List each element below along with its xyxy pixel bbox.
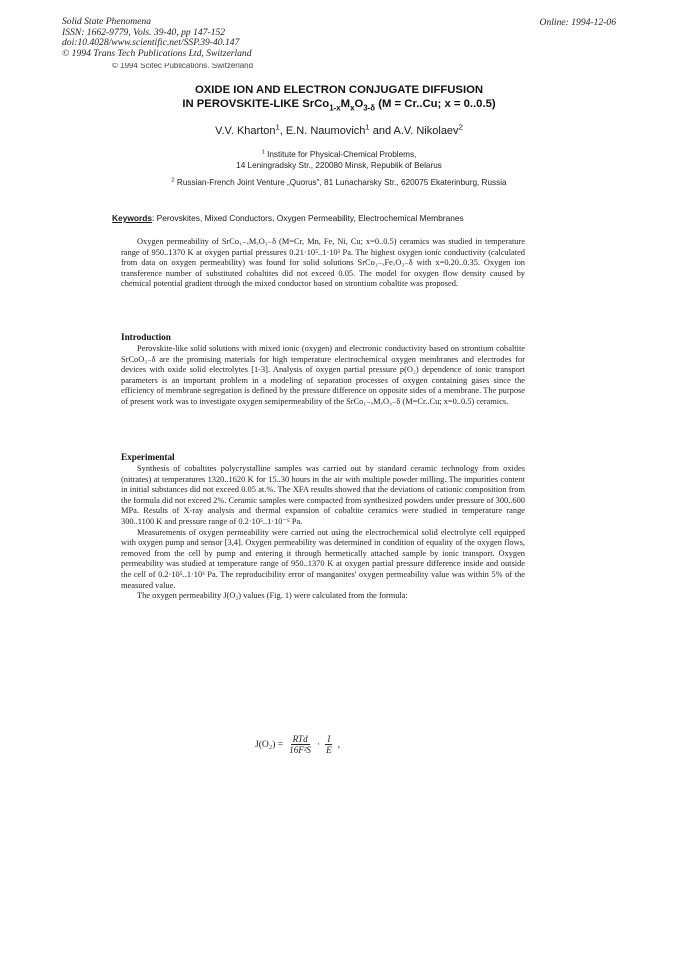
clipped-original-header: © 1994 Scitec Publications, Switzerland: [112, 63, 254, 68]
affiliation-1-address: 14 Leningradsky Str., 220080 Minsk, Republik of Belarus: [236, 161, 442, 170]
author: V.V. Kharton: [215, 125, 276, 137]
author-list: V.V. Kharton$^1$, E.N. Naumovich$^1$ and A.V. Nikolaev$^2$: [215, 122, 463, 137]
journal-doi[interactable]: doi:10.4028/www.scientific.net/SSP.39-40.147: [62, 37, 240, 48]
experimental-paragraph: Synthesis of cobaltites polycrystalline samples was carried out by standard ceramic technology from oxides (nitrates) at temperatures 1320..1620 K for 15..30 hours in the air with multiple powder milling. The impurities content in initial substances did not exceed 0.05 at.%. The XFA results showed that the deviations of cationic composition from the formula did not exceed 2%. Ceramic samples were compacted from synthesized powders under pressure of 300..600 MPa. Results of X-ray analysis and thermal expansion of cobaltite ceramics were studied in temperature range 300..1100 K and pressure range of 0.2·10⁵..1·10⁻⁵ Pa.: [121, 464, 525, 526]
journal-header: [62, 17, 252, 59]
formula-lhs: J(O₂) =: [255, 739, 284, 750]
author: A.V. Nikolaev: [393, 125, 459, 137]
abstract: [121, 237, 525, 290]
experimental-heading: Experimental: [121, 452, 175, 462]
paper-title-line1: OXIDE ION AND ELECTRON CONJUGATE DIFFUSION: [194, 84, 484, 96]
keywords: Keywords: Perovskites, Mixed Conductors, Oxygen Permeability, Electrochemical Membranes: [112, 213, 464, 223]
journal-copyright: © 1994 Trans Tech Publications Ltd, Switzerland: [62, 47, 252, 59]
formula-fraction-1: $\frac{\text{RTd}}{\text{16F²S}}$: [289, 734, 311, 755]
journal-name: Solid State Phenomena: [62, 16, 151, 27]
formula-fraction-2: $\frac{I}{E}$: [326, 734, 332, 755]
experimental-paragraph: Measurements of oxygen permeability were carried out using the electrochemical solid electrolyte cell equipped with oxygen pump and sensor [3,4]. Oxygen permeability was determined in condition of equality of the oxygen flows, removed from the cell by pump and entering it through hermetically attached sample by ionic transport. Oxygen permeability was studied at temperature range of 950..1370 K at oxygen partial pressure difference inside and outside the cell of 0.2·10⁵..1·10³ Pa. The reproducibility error of manganites' oxygen permeability value was within 5% of the measured value.: [121, 527, 525, 590]
permeability-formula: J(O₂) = $\frac{\text{RTd}}{\text{16F²S}}$ · $\frac{I}{E}$ ,: [255, 734, 341, 755]
paper-title-line2: IN PEROVSKITE-LIKE $SrCo_{1-x}M_xO_{3-\delta}$ (M = Cr..Cu; x = 0..0.5): [182, 98, 496, 113]
author: E.N. Naumovich: [285, 125, 366, 137]
experimental-section: [121, 464, 525, 602]
introduction-section: [121, 344, 525, 408]
online-date: Online: 1994-12-06: [539, 17, 616, 28]
introduction-heading: Introduction: [121, 332, 171, 342]
introduction-text: Perovskite-like solid solutions with mixed ionic (oxygen) and electronic conductivity based on strontium cobaltite SrCoO₃₋δ are the promising materials for high temperature electrochemical oxygen membranes and electrodes for devices with oxide solid electrolytes [1-3]. Analysis of oxygen partial pressure p(O₂) dependence of ionic transport parameters is an important problem in a modeling of separation processes of oxygen containing gases since the efficiency of membrane segregation is defined by the pressure difference on opposite sides of a membrane. The purpose of present work was to investigate oxygen semipermeability of the SrCo₁₋ₓMₓO₃₋δ (M=Cr..Cu; x=0..0.5) ceramics.: [121, 344, 525, 406]
journal-issn: ISSN: 1662-9779, Vols. 39-40, pp 147-152: [62, 26, 226, 38]
affiliation-2: $^2$ Russian-French Joint Venture „Quorus", 81 Lunacharsky Str., 620075 Ekaterinburg, Russia: [171, 177, 507, 187]
affiliation-1: $^1$ Institute for Physical-Chemical Problems,: [261, 149, 417, 159]
abstract-text: Oxygen permeability of SrCo₁₋ₓMₓO₃₋δ (M=Cr, Mn, Fe, Ni, Cu; x=0..0.5) ceramics was studied in temperature range of 950..1370 K at oxygen partial pressures 0.21·10⁵..1·10³ Pa. The highest oxygen ionic conductivity (calculated from data on oxygen permeability) was found for solid solutions SrCo₁₋ₓFeₓO₃₋δ with x=0.20..0.35. Oxygen ion transference number of substituted cobaltites did not exceed 0.05. The model for oxygen flow density caused by chemical potential gradient through the mixed conductor based on strontium cobaltite was proposed.: [121, 237, 525, 289]
experimental-paragraph: The oxygen permeability J(O₂) values (Fig. 1) were calculated from the formula:: [137, 591, 408, 601]
